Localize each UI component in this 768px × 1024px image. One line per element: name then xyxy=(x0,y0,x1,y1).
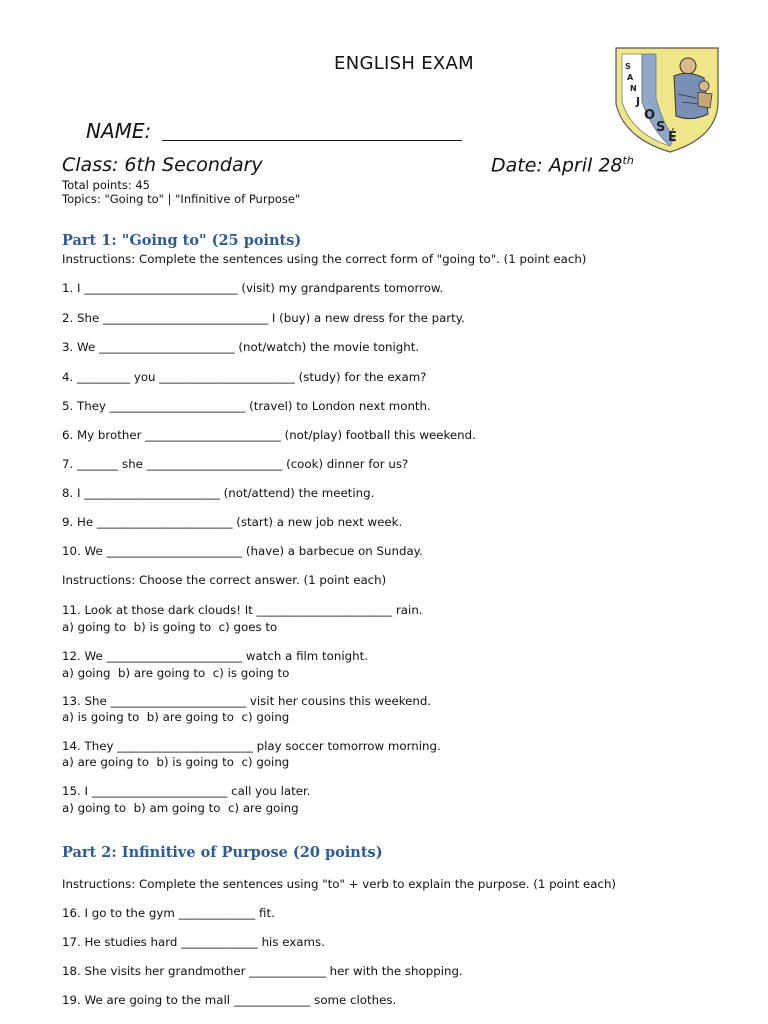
question-14-options: a) are going to b) is going to c) going xyxy=(62,755,290,769)
svg-text:É: É xyxy=(668,130,677,145)
svg-text:A: A xyxy=(627,73,634,82)
name-label: NAME: xyxy=(86,119,152,143)
part2-heading: Part 2: Infinitive of Purpose (20 points) xyxy=(62,844,383,861)
date-suffix: th xyxy=(622,154,634,167)
total-points: Total points: 45 xyxy=(62,178,150,192)
question-3: 3. We _______________________ (not/watch) the movie tonight. xyxy=(62,340,420,354)
question-15: 15. I _______________________ call you later. xyxy=(62,784,311,798)
part2-instructions: Instructions: Complete the sentences using "to" + verb to explain the purpose. (1 point each) xyxy=(62,877,617,891)
question-12: 12. We _______________________ watch a film tonight. xyxy=(62,649,368,663)
date-label xyxy=(491,154,634,176)
question-14: 14. They _______________________ play soccer tomorrow morning. xyxy=(62,739,441,753)
question-5: 5. They _______________________ (travel) to London next month. xyxy=(62,399,431,413)
question-18: 18. She visits her grandmother _____________ her with the shopping. xyxy=(62,964,463,978)
question-4: 4. _________ you _______________________ (study) for the exam? xyxy=(62,370,427,384)
part1-heading: Part 1: "Going to" (25 points) xyxy=(62,232,302,249)
name-field-line[interactable] xyxy=(162,140,462,141)
svg-text:S: S xyxy=(656,120,666,135)
question-8: 8. I _______________________ (not/attend) the meeting. xyxy=(62,486,375,500)
question-13: 13. She _______________________ visit her cousins this weekend. xyxy=(62,694,432,708)
question-2: 2. She ____________________________ I (buy) a new dress for the party. xyxy=(62,311,465,325)
question-7: 7. _______ she _______________________ (cook) dinner for us? xyxy=(62,457,409,471)
part1-instructions-a: Instructions: Complete the sentences using the correct form of "going to". (1 point each) xyxy=(62,252,587,266)
question-1: 1. I __________________________ (visit) my grandparents tomorrow. xyxy=(62,281,444,295)
svg-text:N: N xyxy=(630,84,637,93)
question-11-options: a) going to b) is going to c) goes to xyxy=(62,620,278,634)
question-9: 9. He _______________________ (start) a new job next week. xyxy=(62,515,403,529)
svg-text:J: J xyxy=(636,95,641,108)
part1-instructions-b: Instructions: Choose the correct answer. (1 point each) xyxy=(62,573,387,587)
svg-text:O: O xyxy=(644,108,656,123)
svg-text:S: S xyxy=(625,62,631,71)
question-11: 11. Look at those dark clouds! It _______________________ rain. xyxy=(62,603,423,617)
question-13-options: a) is going to b) are going to c) going xyxy=(62,710,290,724)
question-17: 17. He studies hard _____________ his exams. xyxy=(62,935,325,949)
question-19: 19. We are going to the mall _____________ some clothes. xyxy=(62,993,397,1007)
question-15-options: a) going to b) am going to c) are going xyxy=(62,801,299,815)
question-10: 10. We _______________________ (have) a barbecue on Sunday. xyxy=(62,544,423,558)
school-crest-logo xyxy=(612,42,722,154)
exam-title: ENGLISH EXAM xyxy=(334,53,474,74)
question-16: 16. I go to the gym _____________ fit. xyxy=(62,906,275,920)
class-label: Class: 6th Secondary xyxy=(62,154,263,176)
topics: Topics: "Going to" | "Infinitive of Purpose" xyxy=(62,192,301,206)
question-12-options: a) going b) are going to c) is going to xyxy=(62,666,290,680)
question-6: 6. My brother _______________________ (not/play) football this weekend. xyxy=(62,428,476,442)
date-text: Date: April 28 xyxy=(491,154,623,177)
